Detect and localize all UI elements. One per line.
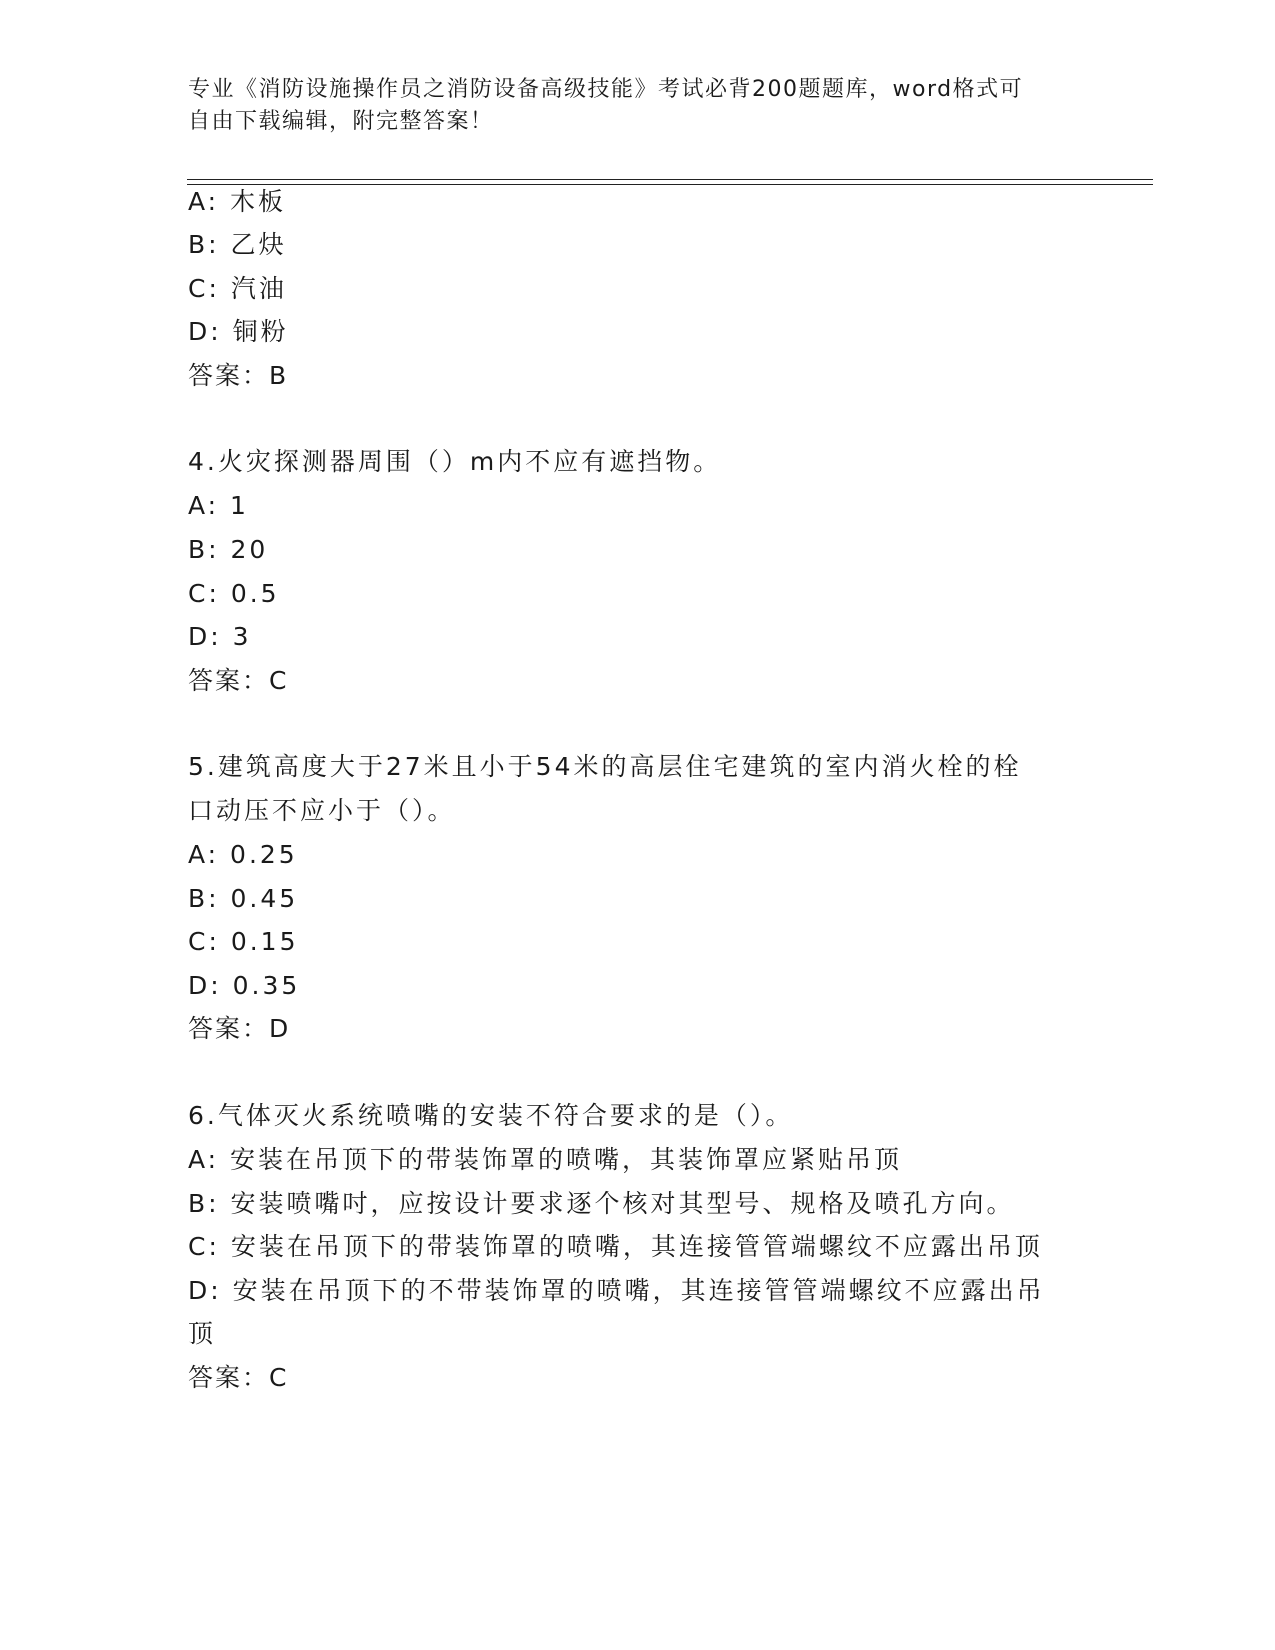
header-rule-bottom bbox=[187, 184, 1153, 185]
q5-option-b: B: 0.45 bbox=[188, 884, 299, 913]
q5-answer: 答案：D bbox=[188, 1014, 291, 1043]
q3-option-d: D: 铜粉 bbox=[188, 317, 289, 346]
q6-answer: 答案：C bbox=[188, 1363, 289, 1392]
document-header bbox=[188, 74, 1088, 138]
q4-option-d: D: 3 bbox=[188, 622, 252, 651]
q5-stem-line-2: 口动压不应小于（）。 bbox=[188, 796, 456, 825]
q4-option-b: B: 20 bbox=[188, 535, 269, 564]
q5-option-d: D: 0.35 bbox=[188, 971, 301, 1000]
q6-option-c: C: 安装在吊顶下的带装饰罩的喷嘴，其连接管管端螺纹不应露出吊顶 bbox=[188, 1232, 1043, 1261]
q3-answer: 答案：B bbox=[188, 361, 289, 390]
q5-option-a: A: 0.25 bbox=[188, 840, 298, 869]
q6-option-d-continuation: 顶 bbox=[188, 1319, 217, 1348]
q3-option-b: B: 乙炔 bbox=[188, 230, 287, 259]
q6-option-d: D: 安装在吊顶下的不带装饰罩的喷嘴，其连接管管端螺纹不应露出吊 bbox=[188, 1276, 1045, 1305]
q6-stem: 6.气体灭火系统喷嘴的安装不符合要求的是（）。 bbox=[188, 1101, 794, 1130]
q6-option-b: B: 安装喷嘴吋，应按设计要求逐个核对其型号、规格及喷孔方向。 bbox=[188, 1189, 1015, 1218]
q5-option-c: C: 0.15 bbox=[188, 927, 299, 956]
q3-option-a: A: 木板 bbox=[188, 187, 287, 216]
header-line-1: 专业《消防设施操作员之消防设备高级技能》考试必背200题题库，word格式可 bbox=[188, 77, 1024, 102]
header-line-2: 自由下载编辑，附完整答案！ bbox=[188, 109, 494, 134]
header-rule-top bbox=[187, 179, 1153, 180]
q4-option-c: C: 0.5 bbox=[188, 579, 280, 608]
q4-stem: 4.火灾探测器周围（）m内不应有遮挡物。 bbox=[188, 447, 722, 476]
q4-option-a: A: 1 bbox=[188, 491, 249, 520]
q3-option-c: C: 汽油 bbox=[188, 274, 287, 303]
q6-option-a: A: 安装在吊顶下的带装饰罩的喷嘴，其装饰罩应紧贴吊顶 bbox=[188, 1145, 903, 1174]
q5-stem-line-1: 5.建筑高度大于27米且小于54米的高层住宅建筑的室内消火栓的栓 bbox=[188, 752, 1022, 781]
q4-answer: 答案：C bbox=[188, 666, 289, 695]
